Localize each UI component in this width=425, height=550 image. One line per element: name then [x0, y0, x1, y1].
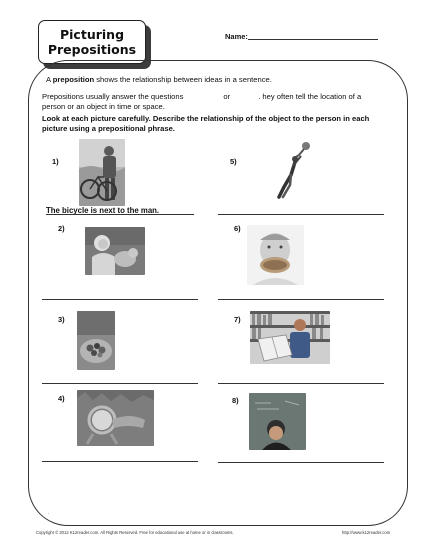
item-number-1: 1) — [52, 157, 59, 166]
intro-usage: Prepositions usually answer the questions or . hey often tell the location of a person or an object in time or space. — [42, 92, 362, 111]
girl-lying-in-grass-photo — [77, 390, 154, 446]
instructions: Look at each picture carefully. Describe the relationship of the object to the person in each picture using a prepositional phrase. — [42, 114, 370, 133]
answer-line-2[interactable] — [42, 299, 198, 300]
title-line-2: Prepositions — [47, 42, 137, 57]
man-with-bicycle-photo — [79, 139, 125, 206]
name-label: Name: — [225, 32, 248, 41]
item-number-8: 8) — [232, 396, 239, 405]
girl-with-puppy-photo — [85, 227, 145, 275]
item-number-3: 3) — [58, 315, 65, 324]
term-preposition: preposition — [52, 75, 95, 84]
item-number-5: 5) — [230, 157, 237, 166]
student-at-chalkboard-photo — [249, 393, 306, 450]
answer-line-5[interactable] — [218, 214, 384, 215]
boy-reading-book-photo — [250, 311, 330, 364]
answer-line-1[interactable] — [46, 214, 194, 215]
answer-line-4[interactable] — [42, 461, 198, 462]
footer-url[interactable]: http://www.k12reader.com — [342, 530, 391, 535]
copyright-notice: Copyright © 2012 K12reader.com. All Rights Reserved. Free for educational use at home or in classrooms. — [36, 530, 234, 535]
worksheet-title — [38, 20, 146, 64]
item-number-7: 7) — [234, 315, 241, 324]
name-field[interactable] — [248, 39, 378, 40]
answer-line-6[interactable] — [218, 299, 384, 300]
answer-line-8[interactable] — [218, 462, 384, 463]
basketball-player-dunking-photo — [275, 141, 313, 203]
answer-line-7[interactable] — [218, 383, 384, 384]
item-number-6: 6) — [234, 224, 241, 233]
title-line-1: Picturing — [59, 27, 125, 42]
intro-definition: A preposition shows the relationship between ideas in a sentence. — [46, 75, 272, 84]
answer-line-3[interactable] — [42, 383, 198, 384]
boy-eating-sandwich-photo — [247, 225, 304, 285]
example-answer: The bicycle is next to the man. — [46, 206, 160, 215]
decorative-mark: . — [48, 510, 50, 516]
item-number-2: 2) — [58, 224, 65, 233]
item-number-4: 4) — [58, 394, 65, 403]
hands-holding-pebbles-photo — [77, 311, 115, 370]
